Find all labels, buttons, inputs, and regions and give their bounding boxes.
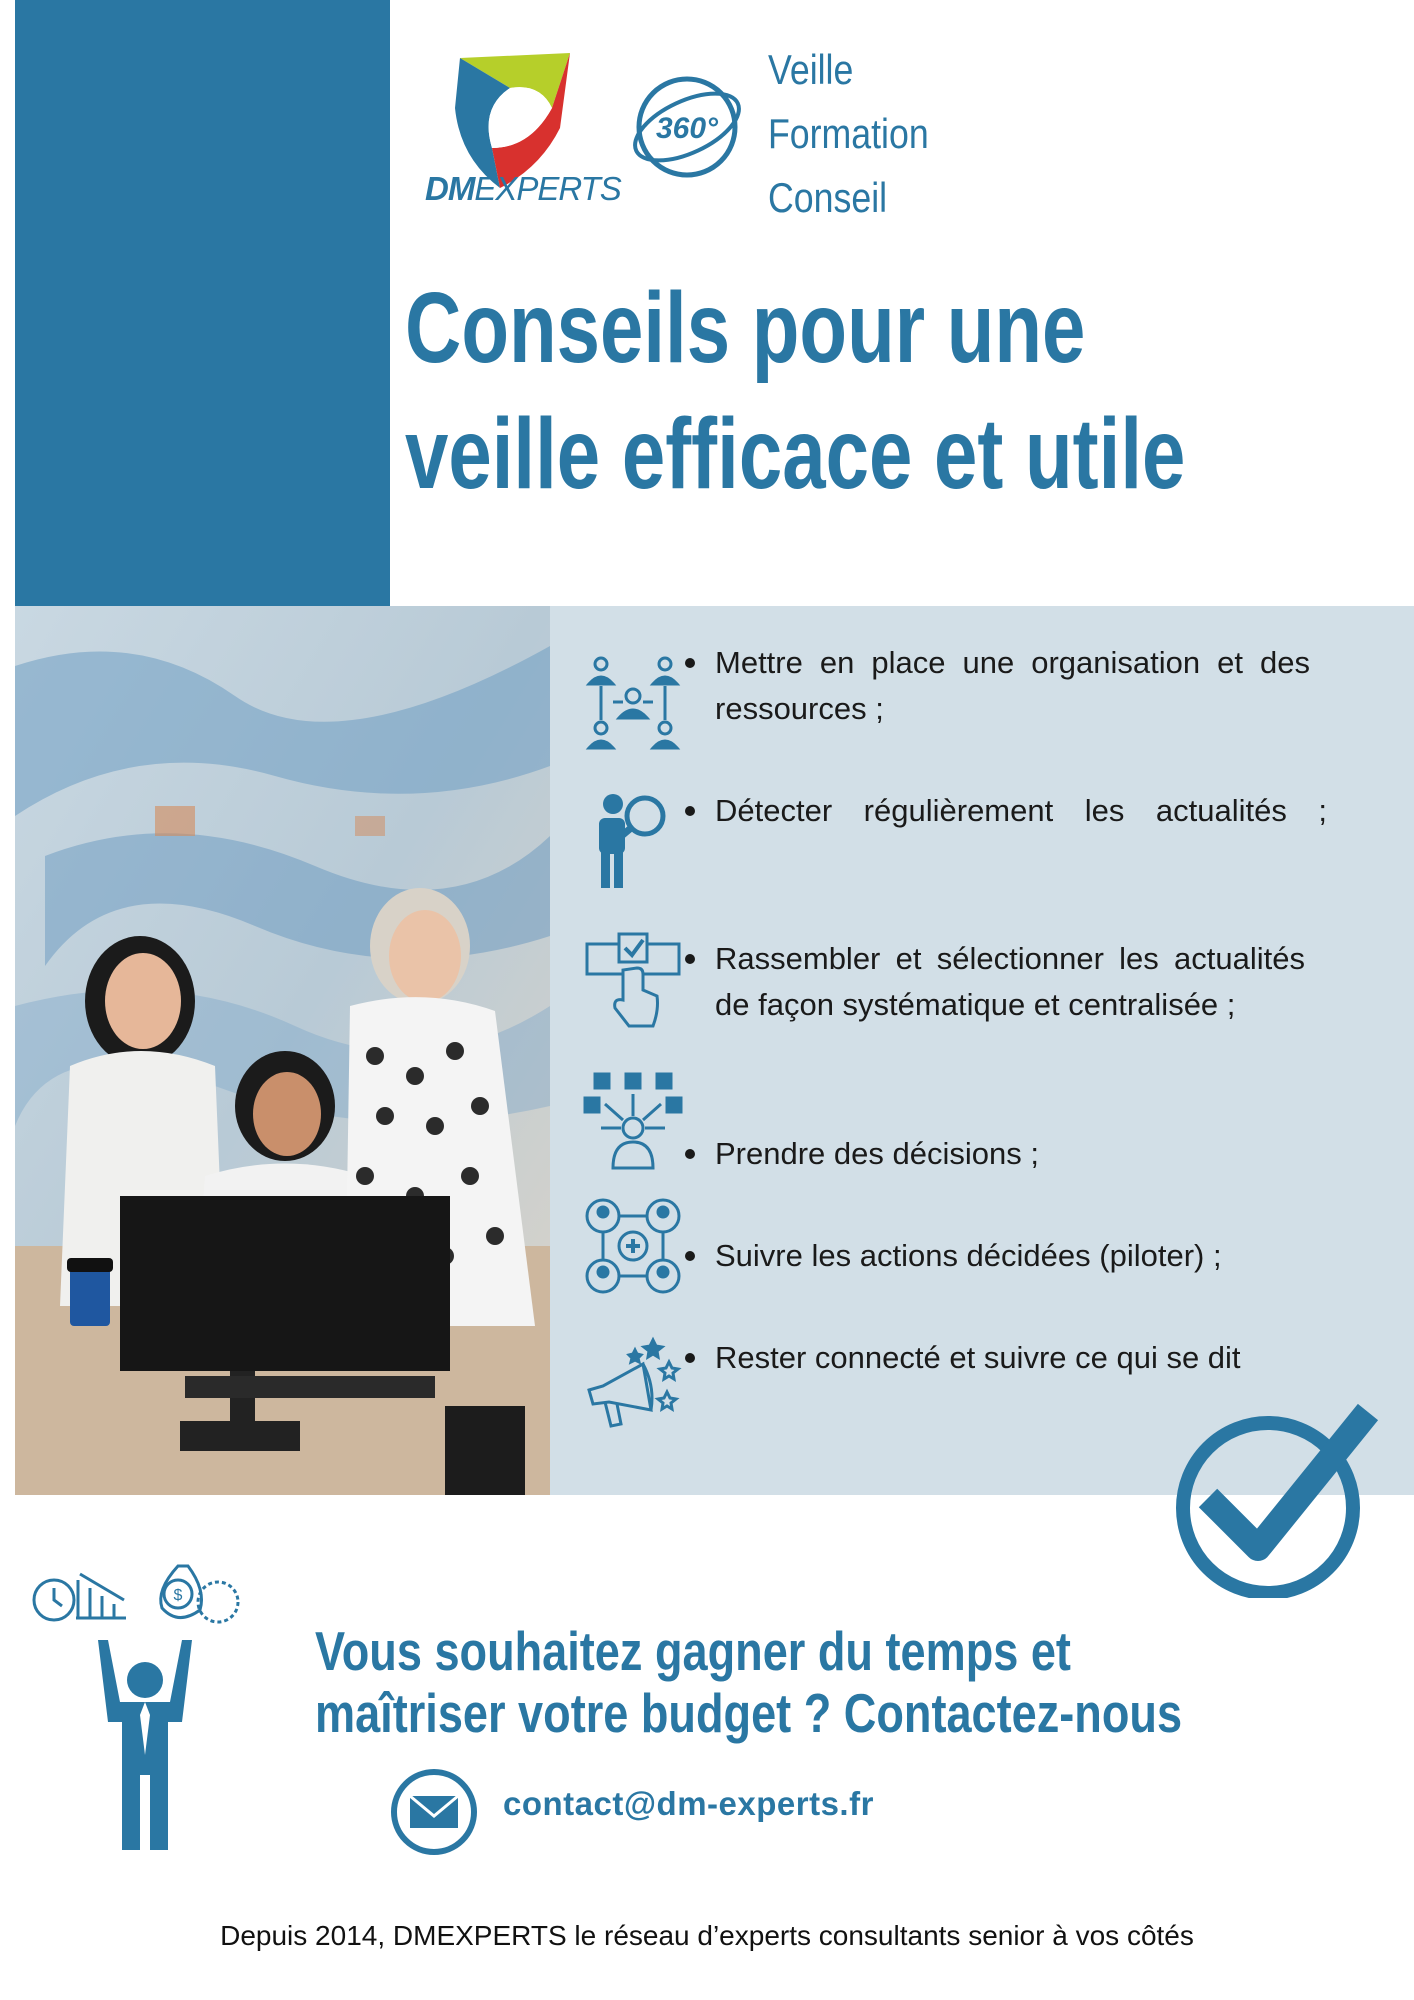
tip-detecter: Détecter régulièrement les actualités ; [715, 788, 1327, 834]
badge-360-text: 360° [655, 112, 719, 145]
page-title [405, 265, 1185, 517]
checkmark-circle-icon [1168, 1398, 1378, 1598]
tip-connecte: Rester connecté et suivre ce qui se dit [715, 1335, 1310, 1381]
tip-decisions: Prendre des décisions ; [715, 1131, 1310, 1177]
logo-wordmark: DMEXPERTS [425, 170, 621, 207]
tagline [768, 38, 955, 230]
headline-line-2: veille efficace et utile [405, 398, 1186, 510]
team-at-computer-photo [15, 606, 550, 1495]
megaphone-stars-icon [583, 1330, 683, 1430]
team-gear-icon [583, 1196, 683, 1296]
dollar-symbol: $ [173, 1587, 183, 1604]
arms-raised-person-icon [90, 1640, 200, 1850]
tip-organisation: Mettre en place une organisation et des ressources ; [715, 640, 1310, 732]
organization-network-icon [583, 652, 683, 752]
tagline-veille: Veille [768, 46, 854, 93]
footer-text: Depuis 2014, DMEXPERTS le réseau d’experts consultants senior à vos côtés [220, 1920, 1194, 1951]
contact-email-link[interactable]: contact@dm-experts.fr [503, 1785, 874, 1822]
brand-color-block [15, 0, 390, 606]
tip-rassembler: Rassembler et sélectionner les actualités de façon systématique et centralisée ; [715, 936, 1305, 1028]
cta-line-2: maîtriser votre budget ? Contactez-nous [315, 1682, 1183, 1744]
orbit-360-icon [628, 68, 746, 186]
tagline-formation: Formation [768, 110, 929, 157]
envelope-icon[interactable] [390, 1768, 478, 1856]
call-to-action [315, 1620, 1184, 1744]
cta-line-1: Vous souhaitez gagner du temps et [315, 1620, 1071, 1682]
decision-options-icon [583, 1070, 683, 1170]
headline-line-1: Conseils pour une [405, 272, 1086, 384]
tip-piloter: Suivre les actions décidées (piloter) ; [715, 1233, 1310, 1279]
checklist-hand-icon [583, 930, 683, 1030]
tagline-conseil: Conseil [768, 174, 888, 221]
person-magnifier-icon [583, 790, 683, 890]
